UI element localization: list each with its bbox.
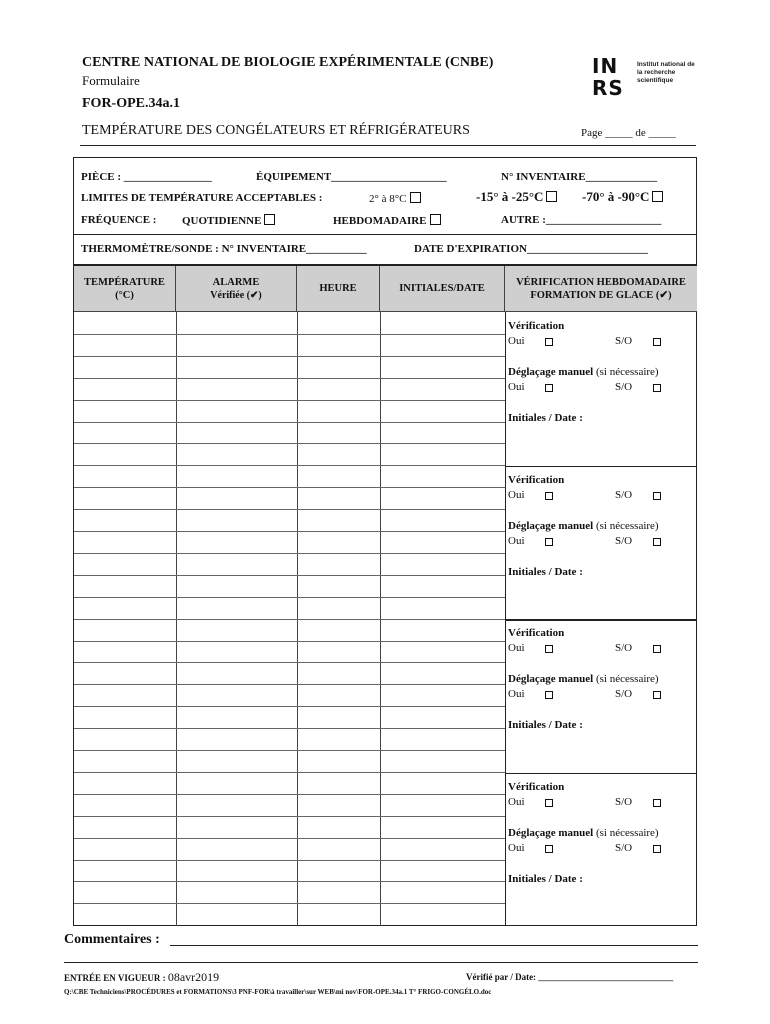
- form-label: Formulaire: [82, 73, 140, 88]
- table-row-divider: [74, 356, 505, 357]
- na-label: S/O: [615, 534, 633, 547]
- defrost-na-checkbox[interactable]: [653, 538, 661, 546]
- table-row-divider: [74, 816, 505, 817]
- weekly-label: HEBDOMADAIRE: [333, 215, 427, 227]
- comments-label[interactable]: Commentaires :: [64, 932, 160, 947]
- yes-label: Oui: [508, 841, 525, 854]
- file-path: Q:\CBE Techniciens\PROCÉDURES et FORMATIONS\3 PNF-FOR\à travailler\sur WEB\mi nov\FOR-OPE.34a.1 T° FRIGO-CONGÉLO.doc: [64, 988, 492, 996]
- table-row-divider: [74, 728, 505, 729]
- table-row-divider: [74, 487, 505, 488]
- if-needed-label: (si nécessaire): [595, 826, 659, 839]
- defrost-yes[interactable]: [508, 842, 525, 854]
- table-row-divider: [74, 794, 505, 795]
- logo-mark-text: INRS: [592, 54, 624, 100]
- weekly-option[interactable]: [333, 214, 441, 227]
- defrost-na[interactable]: [615, 842, 632, 854]
- yes-label: Oui: [508, 688, 525, 700]
- yes-label: Oui: [508, 534, 525, 547]
- verification-na-checkbox[interactable]: [653, 492, 661, 500]
- verification-na[interactable]: [615, 335, 632, 347]
- verification-label: Vérification: [508, 780, 565, 793]
- range-15-25-label: -15° à -25°C: [476, 189, 544, 204]
- table-row-divider: [74, 903, 505, 904]
- header-time: [297, 266, 380, 312]
- na-label: S/O: [615, 795, 633, 808]
- daily-option[interactable]: [182, 214, 275, 227]
- thermometer-inventory-field[interactable]: THERMOMÈTRE/SONDE : N° INVENTAIRE___________: [81, 243, 367, 255]
- defrost-yes[interactable]: [508, 381, 525, 393]
- verification-yes-checkbox[interactable]: [545, 492, 553, 500]
- table-row-divider: [74, 422, 505, 423]
- room-field[interactable]: PIÈCE : ________________: [81, 171, 212, 183]
- defrost-na-checkbox[interactable]: [653, 691, 661, 699]
- verification-yes[interactable]: [508, 796, 525, 808]
- verification-na-checkbox[interactable]: [653, 338, 661, 346]
- table-row-divider: [74, 509, 505, 510]
- logo-mark: [592, 55, 628, 99]
- range-70-90-checkbox[interactable]: [652, 191, 663, 202]
- table-row-divider: [74, 575, 505, 576]
- verification-yes-checkbox[interactable]: [545, 645, 553, 653]
- header-temperature: [74, 266, 176, 312]
- header-alarm-text: ALARME: [212, 276, 260, 288]
- defrost-label: Déglaçage manuel: [508, 826, 594, 839]
- table-row-divider: [74, 400, 505, 401]
- range-2-8-checkbox[interactable]: [410, 192, 421, 203]
- defrost-yes-checkbox[interactable]: [545, 384, 553, 392]
- defrost-line: [508, 673, 659, 685]
- initials-date-label[interactable]: Initiales / Date :: [508, 872, 583, 885]
- table-row-divider: [74, 465, 505, 466]
- yes-label: Oui: [508, 488, 525, 501]
- range-2-8-option[interactable]: [369, 192, 421, 205]
- weekly-block-divider: [505, 466, 697, 468]
- yes-label: Oui: [508, 795, 525, 808]
- verification-na-checkbox[interactable]: [653, 799, 661, 807]
- table-row-divider: [74, 553, 505, 554]
- na-label: S/O: [615, 488, 633, 501]
- range-70-90-label: -70° à -90°C: [582, 189, 650, 204]
- defrost-na-checkbox[interactable]: [653, 384, 661, 392]
- table-row-divider: [74, 838, 505, 839]
- page-number: Page _____ de _____: [581, 127, 677, 139]
- effective-label: ENTRÉE EN VIGUEUR :: [64, 973, 166, 983]
- defrost-label: Déglaçage manuel: [508, 673, 594, 685]
- na-label: S/O: [615, 688, 633, 700]
- if-needed-label: (si nécessaire): [595, 519, 659, 532]
- yes-label: Oui: [508, 335, 525, 347]
- na-label: S/O: [615, 841, 633, 854]
- defrost-yes-checkbox[interactable]: [545, 691, 553, 699]
- defrost-line: [508, 366, 659, 378]
- table-row-divider: [74, 334, 505, 335]
- inventory-field[interactable]: N° INVENTAIRE_____________: [501, 171, 658, 183]
- expiry-date-field[interactable]: DATE D'EXPIRATION______________________: [414, 243, 648, 255]
- table-row-divider: [74, 662, 505, 663]
- na-label: S/O: [615, 642, 633, 654]
- verified-by-field[interactable]: Vérifié par / Date: ______________________________: [466, 972, 674, 982]
- header-weekly-check: [505, 266, 697, 312]
- inrs-logo: [592, 54, 695, 107]
- range-15-25-checkbox[interactable]: [546, 191, 557, 202]
- initials-date-label[interactable]: Initiales / Date :: [508, 565, 583, 578]
- weekly-block-divider: [505, 619, 697, 621]
- info-divider: [74, 234, 696, 235]
- header-initials-date-text: INITIALES/DATE: [399, 283, 485, 294]
- range-15-25-option[interactable]: [476, 189, 557, 205]
- verification-na[interactable]: [615, 489, 632, 501]
- table-row-divider: [74, 772, 505, 773]
- equipment-field[interactable]: ÉQUIPEMENT_____________________: [256, 171, 447, 183]
- header-initials-date: [380, 266, 505, 312]
- range-70-90-option[interactable]: [582, 189, 663, 205]
- form-code: FOR-OPE.34a.1: [82, 96, 180, 111]
- table-row-divider: [74, 443, 505, 444]
- weekly-checkbox[interactable]: [430, 214, 441, 225]
- range-2-8-label: 2° à 8°C: [369, 193, 407, 205]
- initials-date-label[interactable]: Initiales / Date :: [508, 412, 583, 424]
- table-row-divider: [74, 641, 505, 642]
- verification-label: Vérification: [508, 627, 565, 639]
- verification-label: Vérification: [508, 320, 565, 332]
- defrost-na-checkbox[interactable]: [653, 845, 661, 853]
- defrost-line: [508, 827, 659, 839]
- verification-na-checkbox[interactable]: [653, 645, 661, 653]
- yes-label: Oui: [508, 642, 525, 654]
- defrost-line: [508, 520, 659, 532]
- temperature-limits-label: LIMITES DE TEMPÉRATURE ACCEPTABLES :: [81, 192, 323, 204]
- header-alarm-subtext: Vérifiée (✔): [210, 289, 262, 301]
- table-row-divider: [74, 684, 505, 685]
- comments-line: [170, 945, 698, 946]
- verification-yes[interactable]: [508, 335, 525, 347]
- if-needed-label: (si nécessaire): [595, 673, 659, 685]
- na-label: S/O: [615, 381, 633, 393]
- defrost-yes-checkbox[interactable]: [545, 538, 553, 546]
- defrost-na[interactable]: [615, 688, 632, 700]
- header-time-text: HEURE: [319, 283, 357, 294]
- logo-caption: Institut national de la recherche scientifique: [637, 61, 695, 84]
- header-alarm: [176, 266, 297, 312]
- defrost-yes[interactable]: [508, 688, 525, 700]
- verification-yes[interactable]: [508, 642, 525, 654]
- table-row-divider: [74, 378, 505, 379]
- temperature-log-table: [73, 265, 697, 926]
- equipment-info-box: [73, 157, 697, 265]
- defrost-label: Déglaçage manuel: [508, 366, 594, 378]
- verification-na[interactable]: [615, 642, 632, 654]
- comments-line-2: [64, 962, 698, 963]
- effective-date: [64, 970, 219, 985]
- verification-yes-checkbox[interactable]: [545, 338, 553, 346]
- table-row-divider: [74, 597, 505, 598]
- defrost-na[interactable]: [615, 381, 632, 393]
- frequency-label: FRÉQUENCE :: [81, 214, 157, 226]
- header-temperature-text: TEMPÉRATURE (°C): [84, 276, 165, 301]
- table-row-divider: [74, 706, 505, 707]
- yes-label: Oui: [508, 381, 525, 393]
- initials-date-label[interactable]: Initiales / Date :: [508, 719, 583, 731]
- effective-date-value: 08avr2019: [167, 970, 220, 984]
- table-row-divider: [74, 531, 505, 532]
- na-label: S/O: [615, 335, 633, 347]
- daily-checkbox[interactable]: [264, 214, 275, 225]
- verification-yes-checkbox[interactable]: [545, 799, 553, 807]
- table-row-divider: [74, 860, 505, 861]
- table-row-divider: [74, 619, 505, 620]
- form-title: TEMPÉRATURE DES CONGÉLATEURS ET RÉFRIGÉRATEURS: [82, 123, 470, 138]
- defrost-yes[interactable]: [508, 535, 525, 547]
- defrost-yes-checkbox[interactable]: [545, 845, 553, 853]
- defrost-label: Déglaçage manuel: [508, 519, 594, 532]
- defrost-na[interactable]: [615, 535, 632, 547]
- if-needed-label: (si nécessaire): [595, 366, 659, 378]
- table-row-divider: [74, 750, 505, 751]
- other-field[interactable]: AUTRE :_____________________: [501, 214, 662, 226]
- organization-name: CENTRE NATIONAL DE BIOLOGIE EXPÉRIMENTALE (CNBE): [82, 55, 494, 70]
- weekly-block-divider: [505, 773, 697, 775]
- daily-label: QUOTIDIENNE: [182, 215, 262, 227]
- table-row-divider: [74, 881, 505, 882]
- header-rule: [80, 145, 696, 146]
- verification-na[interactable]: [615, 796, 632, 808]
- verification-label: Vérification: [508, 473, 565, 486]
- verification-yes[interactable]: [508, 489, 525, 501]
- header-weekly-check-text: VÉRIFICATION HEBDOMADAIRE FORMATION DE GLACE (✔): [516, 276, 686, 301]
